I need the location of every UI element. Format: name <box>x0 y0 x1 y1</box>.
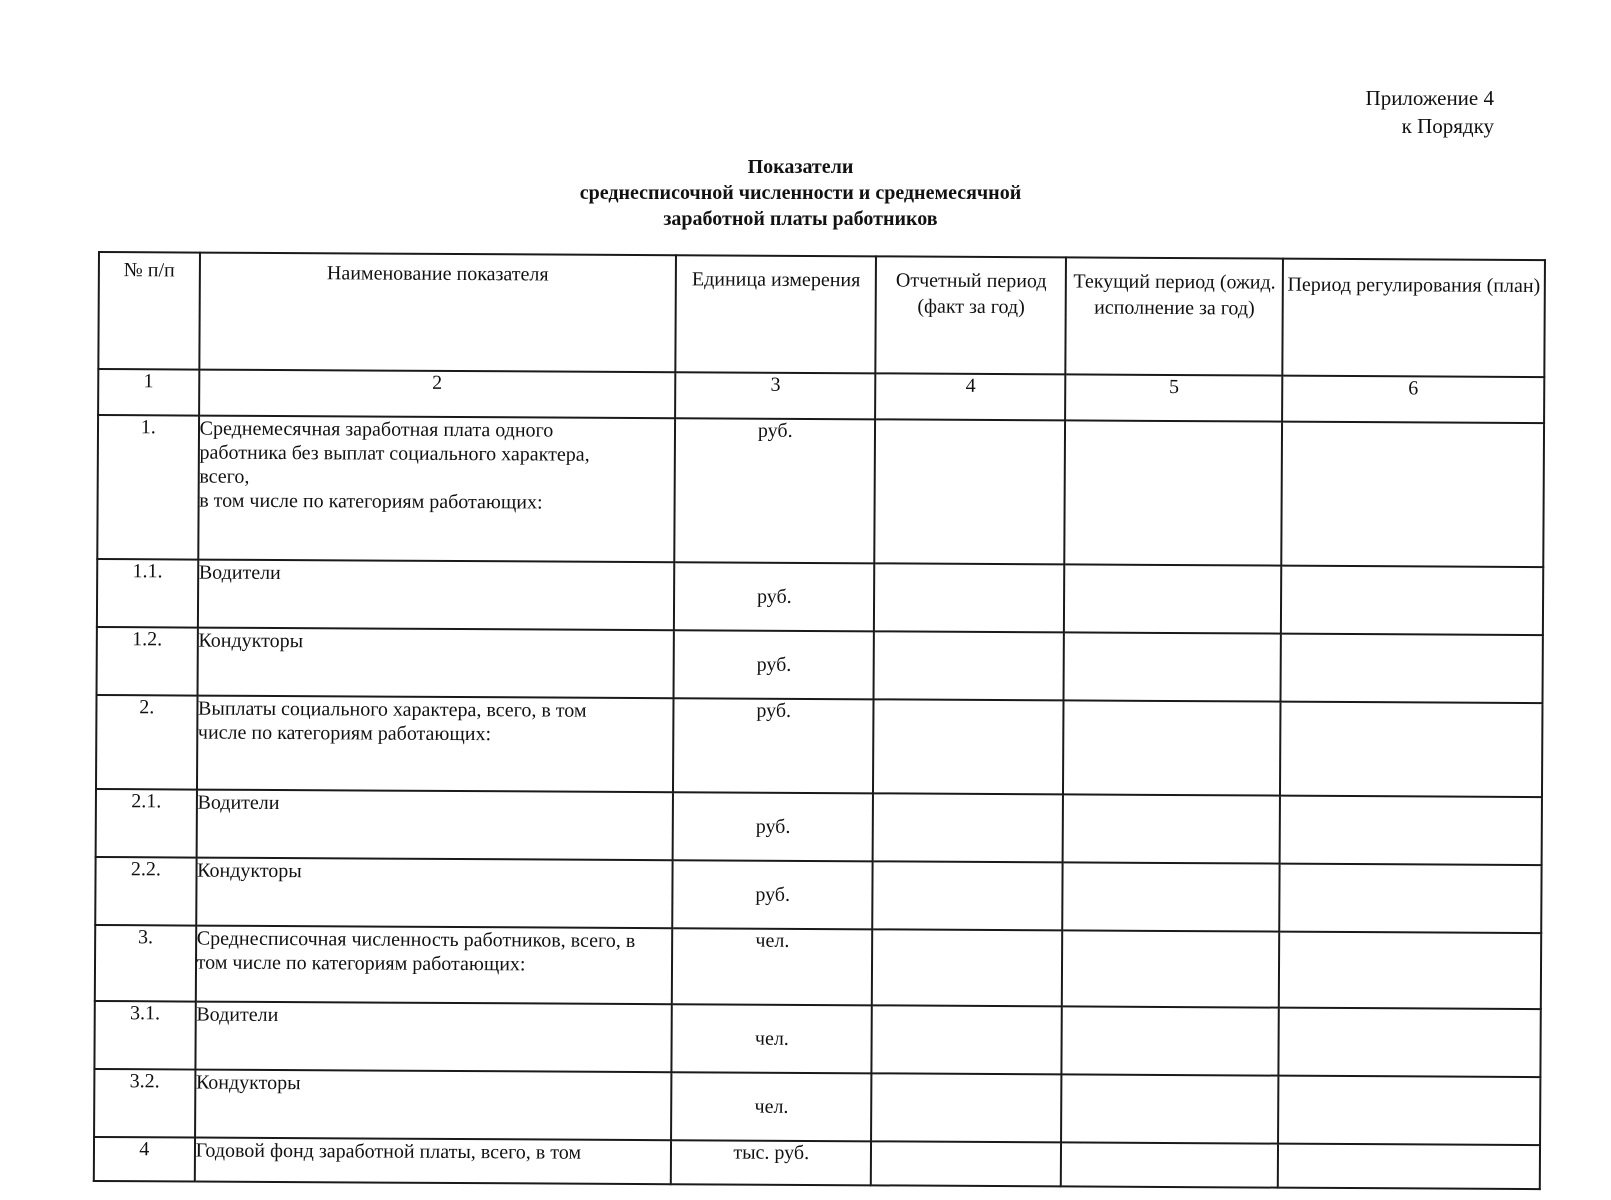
row-number: 3.1. <box>94 1001 195 1070</box>
current-value-cell[interactable] <box>1063 794 1280 863</box>
current-value-cell[interactable] <box>1064 564 1281 633</box>
unit-cell: руб. <box>674 562 875 631</box>
indicator-name <box>197 696 674 793</box>
header-row-number: № п/п <box>98 252 199 370</box>
fact-value-cell[interactable] <box>873 699 1064 794</box>
appendix-number: Приложение 4 <box>1365 86 1494 110</box>
fact-value-cell[interactable] <box>874 631 1064 700</box>
row-number: 1.1. <box>97 559 198 628</box>
header-indicator-name: Наименование показателя <box>199 253 676 373</box>
table-row <box>94 1069 1540 1145</box>
unit-cell: руб. <box>672 860 873 929</box>
plan-value-cell[interactable] <box>1278 1144 1540 1189</box>
indicators-table <box>93 251 1546 1190</box>
plan-value-cell[interactable] <box>1280 796 1542 865</box>
indicator-name <box>195 1002 672 1073</box>
indicator-name-line: Выплаты социального характера, всего, в том <box>198 697 587 722</box>
current-value-cell[interactable] <box>1061 1074 1278 1143</box>
plan-value-cell[interactable] <box>1281 566 1543 635</box>
appendix-target: к Порядку <box>1401 114 1494 138</box>
indicator-name-line: Водители <box>197 791 280 815</box>
plan-value-cell[interactable] <box>1281 422 1544 567</box>
table-row <box>94 1137 1540 1189</box>
current-value-cell[interactable] <box>1062 1006 1279 1075</box>
row-number: 3.2. <box>94 1069 195 1138</box>
indicator-name <box>197 628 674 699</box>
current-value-cell[interactable] <box>1062 930 1279 1007</box>
indicator-name-line: в том числе по категориям работающих: <box>199 489 543 514</box>
header-regulation-period: Период регулирования (план) <box>1282 259 1545 377</box>
column-number: 2 <box>199 370 676 419</box>
indicator-name-line: всего, <box>199 465 250 488</box>
indicator-name-line: Годовой фонд заработной платы, всего, в том <box>195 1139 582 1164</box>
column-number: 1 <box>98 369 199 416</box>
unit-cell: тыс. руб. <box>671 1140 871 1185</box>
indicator-name <box>195 1070 672 1141</box>
header-reporting-period: Отчетный период (факт за год) <box>876 256 1067 374</box>
header-current-period: Текущий период (ожид. исполнение за год) <box>1066 257 1283 375</box>
unit-cell: руб. <box>673 792 874 861</box>
current-value-cell[interactable] <box>1063 700 1280 795</box>
indicator-name-line: Кондукторы <box>195 1071 301 1095</box>
table-row <box>94 1001 1540 1077</box>
fact-value-cell[interactable] <box>871 1073 1061 1142</box>
unit-cell: руб. <box>674 418 875 563</box>
title-line-1: Показатели <box>747 156 854 178</box>
column-number-row <box>98 369 1544 423</box>
row-number: 2.2. <box>95 857 196 926</box>
indicator-name-line: Среднемесячная заработная плата одного <box>199 417 554 442</box>
fact-value-cell[interactable] <box>872 929 1062 1006</box>
indicator-name-line: Водители <box>198 561 281 585</box>
plan-value-cell[interactable] <box>1279 864 1541 933</box>
row-number: 2. <box>96 695 197 790</box>
indicator-name <box>196 790 673 861</box>
table-row <box>97 415 1544 567</box>
current-value-cell[interactable] <box>1065 420 1282 565</box>
indicator-name-line: Водители <box>196 1003 279 1027</box>
current-value-cell[interactable] <box>1061 1142 1278 1187</box>
table-row <box>96 789 1542 865</box>
fact-value-cell[interactable] <box>875 419 1066 564</box>
indicator-name-line: работника без выплат социального характера, <box>199 441 590 466</box>
fact-value-cell[interactable] <box>874 563 1064 632</box>
indicator-name-line: Кондукторы <box>197 859 302 883</box>
table-row <box>96 695 1543 797</box>
table-row <box>97 559 1543 635</box>
fact-value-cell[interactable] <box>872 1005 1062 1074</box>
plan-value-cell[interactable] <box>1281 634 1543 703</box>
indicator-name-line: том числе по категориям работающих: <box>196 951 526 976</box>
row-number: 4 <box>94 1137 195 1182</box>
unit-cell: чел. <box>672 1004 873 1073</box>
table-row <box>95 925 1541 1009</box>
table-row <box>95 857 1541 933</box>
indicator-name-line: Среднесписочная численность работников, всего, в <box>196 927 636 953</box>
indicator-name <box>198 416 675 563</box>
row-number: 1.2. <box>97 627 198 696</box>
current-value-cell[interactable] <box>1064 632 1281 701</box>
indicator-name-line: числе по категориям работающих: <box>197 721 492 746</box>
plan-value-cell[interactable] <box>1279 932 1541 1009</box>
unit-cell: руб. <box>673 698 874 793</box>
indicator-name-line: Кондукторы <box>198 629 304 653</box>
appendix-reference <box>1366 84 1494 140</box>
title-line-2: среднесписочной численности и среднемесячной <box>579 182 1022 204</box>
title-line-3: заработной платы работников <box>663 208 938 230</box>
current-value-cell[interactable] <box>1063 862 1280 931</box>
unit-cell: чел. <box>671 1072 872 1141</box>
column-number: 4 <box>875 373 1065 420</box>
unit-cell: чел. <box>672 928 873 1005</box>
plan-value-cell[interactable] <box>1280 702 1542 797</box>
unit-cell: руб. <box>674 630 875 699</box>
plan-value-cell[interactable] <box>1278 1008 1540 1077</box>
column-number: 3 <box>675 372 876 419</box>
plan-value-cell[interactable] <box>1278 1076 1540 1145</box>
indicator-name <box>198 560 675 631</box>
fact-value-cell[interactable] <box>873 793 1063 862</box>
table-row <box>97 627 1543 703</box>
indicator-name <box>195 926 672 1005</box>
fact-value-cell[interactable] <box>871 1141 1061 1186</box>
column-number: 5 <box>1065 374 1282 421</box>
fact-value-cell[interactable] <box>873 861 1063 930</box>
row-number: 1. <box>97 415 198 560</box>
indicator-name <box>194 1138 671 1185</box>
table-header-row <box>98 252 1545 377</box>
document-title <box>0 154 1611 232</box>
row-number: 3. <box>95 925 196 1002</box>
header-unit: Единица измерения <box>675 255 876 373</box>
column-number: 6 <box>1282 376 1544 423</box>
indicator-name <box>196 858 673 929</box>
row-number: 2.1. <box>96 789 197 858</box>
